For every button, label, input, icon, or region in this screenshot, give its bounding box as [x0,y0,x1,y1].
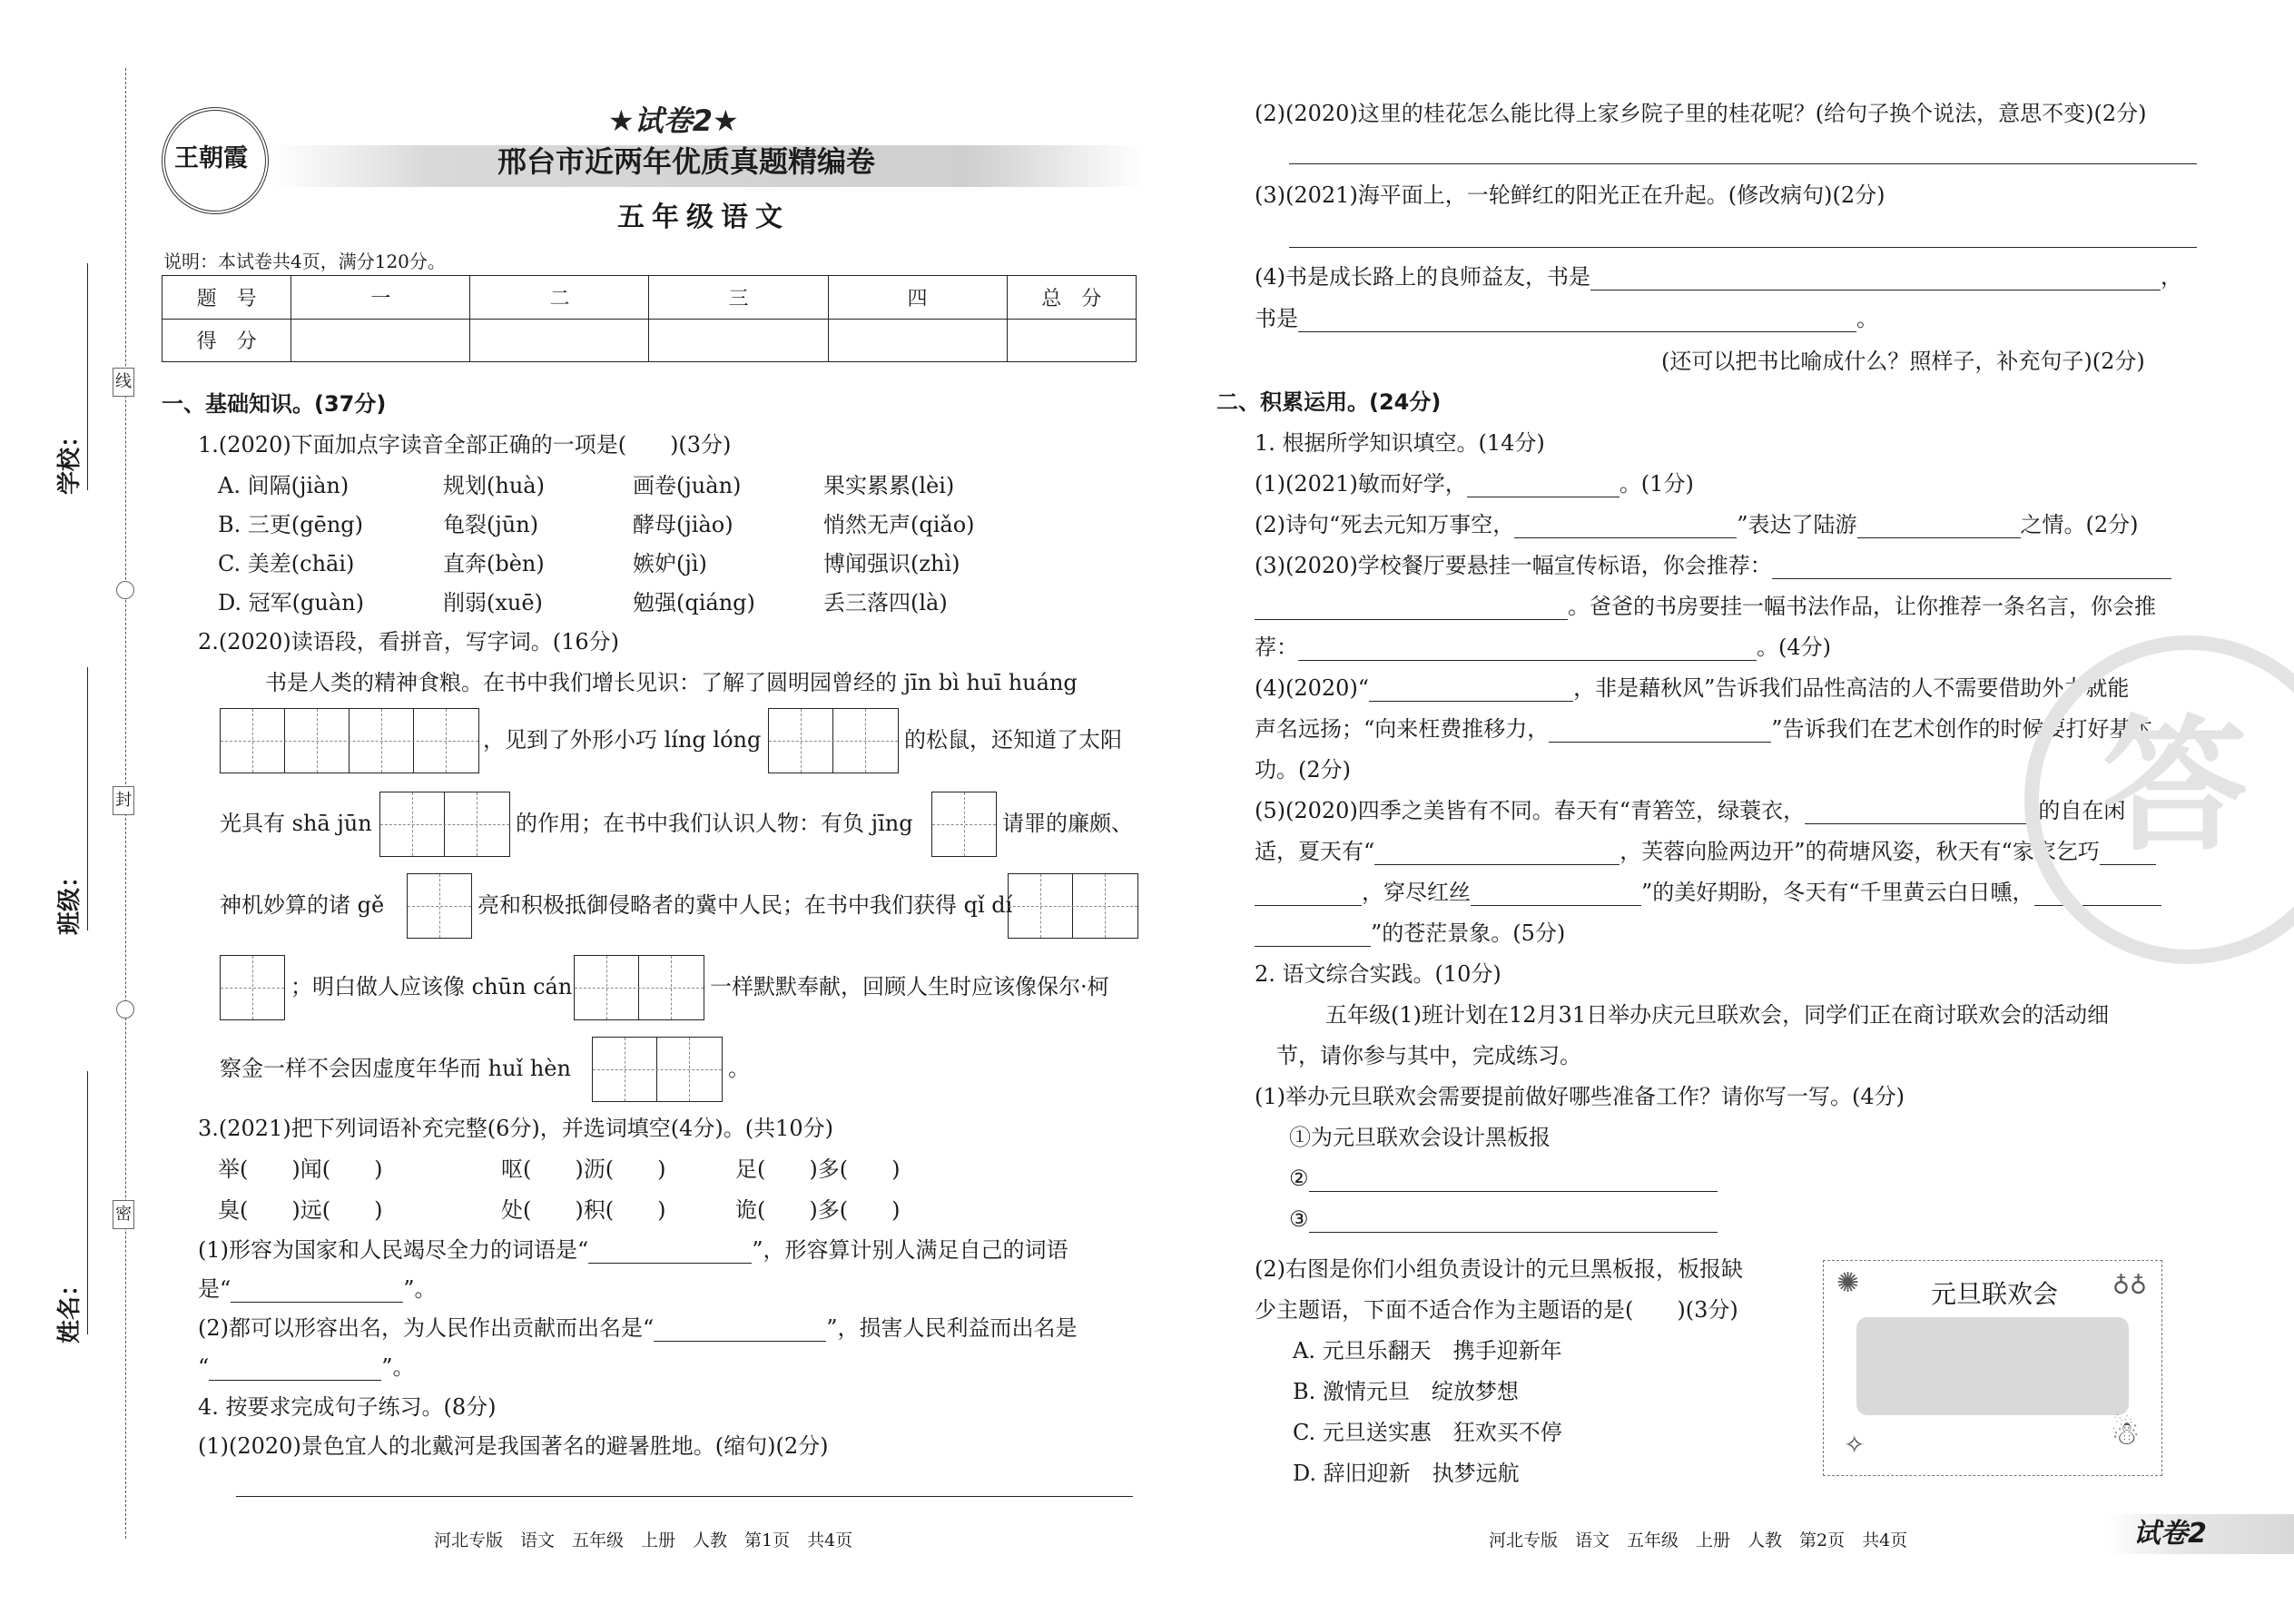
answer-blank[interactable] [1369,677,1573,702]
school-label: 学校： [56,423,84,495]
q2-paragraph-line: 一样默默奉献，回顾人生时应该像保尔·柯 [710,974,1109,999]
text: (2)都可以形容出名，为人民作出贡献而出名是“ [198,1315,655,1341]
q1-option-b-word: 悄然无声(qiǎo) [823,512,975,537]
text: ② [1289,1166,1309,1191]
page-footer-right: 河北专版 语文 五年级 上册 人教 第2页 共4页 [1489,1530,1908,1550]
answer-blank[interactable] [1255,922,1371,947]
r2-option-d[interactable]: D. 辞旧迎新 执梦远航 [1293,1461,1520,1486]
r1-sub-2 [1255,511,2139,538]
q1-option-d-word: 削弱(xuē) [443,590,543,615]
writing-grid-4[interactable] [220,708,479,773]
section-1-heading: 一、基础知识。(37分) [162,391,387,417]
q3-idiom[interactable]: 呕( )沥( ) [501,1156,666,1182]
r2-paragraph: 节，请你参与其中，完成练习。 [1276,1043,1581,1068]
class-label: 班级： [56,863,84,935]
r1-sub-3 [1255,552,2171,579]
score-header: 四 [828,276,1007,320]
writing-grid-2[interactable] [1008,873,1138,939]
r2-paragraph: 五年级(1)班计划在12月31日举办庆元旦联欢会，同学们正在商讨联欢会的活动细 [1325,1002,2110,1028]
text: (2)诗句“死去元知万事空， [1255,512,1515,537]
writing-grid-2[interactable] [768,708,899,773]
q1-option-a-word: 规划(huà) [443,473,545,498]
score-header: 二 [470,276,649,320]
q4-sub-4 [1255,263,2182,290]
q2-paragraph-line: 。 [728,1056,750,1081]
q4-sub-4-cont [1255,305,1878,332]
answer-blank[interactable] [1805,800,2027,824]
q1-option-a-word: 果实累累(lèi) [823,473,955,498]
q4-sub-3: (3)(2021)海平面上，一轮鲜红的阳光正在升起。(修改病句)(2分) [1255,182,1885,208]
q3-idiom[interactable]: 臭( )远( ) [218,1197,383,1223]
r-question-1: 1. 根据所学知识填空。(14分) [1255,430,1545,456]
q3-idiom[interactable]: 诡( )多( ) [735,1197,901,1223]
q3-sub-2 [198,1314,1078,1342]
r2-option-b[interactable]: B. 激情元旦 绽放梦想 [1293,1379,1519,1404]
r2-sub-1-item [1289,1165,1718,1192]
answer-blank[interactable] [1772,555,2171,579]
r2-option-a[interactable]: A. 元旦乐翻天 携手迎新年 [1293,1338,1562,1363]
q4-sub-1: (1)(2020)景色宜人的北戴河是我国著名的避暑胜地。(缩句)(2分) [198,1433,829,1459]
section-2-heading: 二、积累运用。(24分) [1216,389,1442,415]
name-label: 姓名： [56,1272,84,1343]
r1-sub-4-end: 功。(2分) [1255,757,1351,782]
text: ”表达了陆游 [1737,512,1857,537]
r2-sub-2: (2)右图是你们小组负责设计的元旦黑板报，板报缺 [1255,1256,1743,1282]
r1-sub-5-cont2 [1255,879,2161,906]
exam-note: 说明：本试卷共4页，满分120分。 [163,251,446,272]
text: (4)(2020)“ [1255,675,1370,701]
q1-option-d[interactable]: D. 冠军(guàn) [218,590,364,615]
logo-text: 王朝霞 [174,144,248,172]
text: ”的苍茫景象。(5分) [1371,920,1566,946]
answer-blank[interactable] [1374,841,1620,865]
q4-sub-2: (2)(2020)这里的桂花怎么能比得上家乡院子里的桂花呢？(给句子换个说法，意思不变)(2分) [1255,101,2147,126]
q3-idiom[interactable]: 足( )多( ) [735,1156,901,1182]
binding-mark-line: 线 [113,368,134,397]
r1-sub-5 [1255,797,2125,824]
q3-sub-1-cont [198,1275,437,1303]
score-header: 题 号 [162,276,291,320]
q3-sub-1 [198,1236,1068,1264]
q1-option-a-word: 画卷(juàn) [633,473,742,498]
q2-paragraph-line: 神机妙算的诸 gě [220,892,385,918]
score-header: 三 [649,276,828,320]
text: 之情。(2分) [2020,512,2139,537]
text: 书是 [1255,306,1298,331]
snowman-icon: ☃ [2111,1415,2141,1452]
r1-sub-4 [1255,674,2129,702]
q3-idiom[interactable]: 处( )积( ) [501,1197,666,1223]
writing-grid-2[interactable] [574,955,704,1020]
text: ③ [1289,1206,1309,1232]
answer-blank[interactable] [231,1278,403,1303]
r2-sub-1-item [1289,1206,1718,1233]
blackboard-title: 元旦联欢会 [1931,1279,2059,1309]
text: 是“ [198,1276,231,1302]
score-cell[interactable] [649,319,828,362]
binding-mark-secret: 密 [113,1200,134,1229]
text: (5)(2020)四季之美皆有不同。春天有“青箬笠，绿蓑衣， [1255,798,1806,823]
score-cell[interactable] [470,319,649,362]
r2-sub-2-cont: 少主题语，下面不适合作为主题语的是( )(3分) [1255,1297,1738,1323]
q1-option-a[interactable]: A. 间隔(jiàn) [218,473,350,498]
writing-grid-1[interactable] [220,955,285,1020]
blackboard-blank-area [1856,1317,2129,1415]
q2-paragraph-line: 光具有 shā jūn [220,811,372,836]
blackboard-illustration [1823,1260,2162,1476]
score-cell[interactable] [1007,319,1136,362]
q3-sub-2-cont [198,1353,415,1381]
r-question-2: 2. 语文综合实践。(10分) [1255,961,1501,987]
name-line [87,1071,88,1334]
r2-sub-1: (1)举办元旦联欢会需要提前做好哪些准备工作？请你写一写。(4分) [1255,1084,1905,1109]
score-row-label: 得 分 [162,319,291,362]
r1-sub-1 [1255,470,1694,497]
q1-option-c-word: 博闻强识(zhì) [823,551,960,576]
text: ”，损害人民利益而出名是 [826,1315,1078,1341]
answer-blank[interactable] [588,1239,752,1264]
answer-blank[interactable] [654,1317,826,1342]
text: ”。 [403,1276,437,1302]
logo-seal [162,107,269,214]
text: 。爸爸的书房要挂一幅书法作品，让你推荐一条名言，你会推 [1568,594,2156,619]
q2-paragraph-line: 请罪的廉颇、 [1002,811,1133,836]
answer-line[interactable] [236,1496,1133,1497]
answer-blank[interactable] [1471,881,1641,906]
school-line [87,263,88,490]
writing-grid-2[interactable] [592,1037,723,1102]
text: 。(1分) [1619,471,1694,497]
answer-blank[interactable] [1467,473,1620,497]
writing-grid-1[interactable] [931,792,997,857]
text: 声名远扬；“向来枉费推移力， [1255,716,1550,742]
lantern-icon: ♁♁ [2112,1270,2148,1297]
answer-blank[interactable] [1514,514,1737,538]
answer-blank[interactable] [209,1356,381,1381]
q1-option-d-word: 勉强(qiáng) [633,590,755,615]
text: 。 [1856,306,1878,331]
text: ”，形容算计别人满足自己的词语 [752,1237,1068,1263]
score-table [162,275,1137,362]
paper-number: ★试卷2★ [608,103,739,138]
text: ”告诉我们在艺术创作的时候要打好基本 [1771,716,2153,742]
text: (4)书是成长路上的良师益友，书是 [1255,264,1590,290]
binding-mark-seal: 封 [113,786,134,815]
question-1: 1.(2020)下面加点字读音全部正确的一项是( )(3分) [198,432,732,458]
score-header: 总 分 [1007,276,1136,320]
answer-blank[interactable] [1298,636,1757,661]
r1-sub-4-cont [1255,715,2153,743]
q4-sub-4-hint: (还可以把书比喻成什么？照样子，补充句子)(2分) [1661,349,2145,374]
q1-option-b[interactable]: B. 三更(gēng) [218,512,364,537]
writing-grid-2[interactable] [379,792,510,857]
q3-idiom[interactable]: 举( )闻( ) [218,1156,383,1182]
text: 。(4分) [1757,635,1831,660]
q1-option-c[interactable]: C. 美差(chāi) [218,551,355,576]
text: (1)形容为国家和人民竭尽全力的词语是“ [198,1237,589,1263]
q1-option-c-word: 直奔(bèn) [443,551,545,576]
r1-sub-5-end [1255,920,1565,947]
q2-paragraph-line: 亮和积极抵御侵略者的冀中人民；在书中我们获得 qǐ dí [478,892,1013,918]
text: (3)(2020)学校餐厅要悬挂一幅宣传标语，你会推荐： [1255,553,1772,578]
r2-option-c[interactable]: C. 元旦送实惠 狂欢买不停 [1293,1420,1562,1445]
answer-blank[interactable] [1309,1208,1718,1233]
answer-blank[interactable] [1298,308,1856,332]
score-cell[interactable] [291,319,470,362]
text: ”的自在闲 [2027,798,2126,823]
text: ， [2161,264,2182,290]
answer-blank[interactable] [1309,1167,1718,1192]
text: 荐： [1255,635,1298,660]
page-title: 邢台市近两年优质真题精编卷 [497,144,876,179]
q2-paragraph-line: ；明白做人应该像 chūn cán [290,974,573,999]
r2-sub-1-item: ①为元旦联欢会设计黑板报 [1289,1125,1551,1150]
q1-option-d-word: 丢三落四(là) [823,590,948,615]
answer-blank[interactable] [1590,266,2161,290]
q2-paragraph-line: 察金一样不会因虚度年华而 huǐ hèn [220,1056,571,1081]
answer-blank[interactable] [1549,718,1771,743]
r1-sub-3-cont [1255,593,2156,620]
answer-blank[interactable] [1255,595,1568,620]
q1-option-b-word: 龟裂(jūn) [443,512,539,537]
stamp-text: 答 [2102,701,2249,871]
binding-circle-icon [116,1000,134,1019]
text: ，非是藉秋风”告诉我们品性高洁的人不需要借助外力就能 [1573,675,2130,701]
answer-line[interactable] [1289,247,2197,248]
q2-paragraph-line: 的作用；在书中我们认识人物：有负 jīng [516,811,913,836]
text: ，芙蓉向脸两边开”的荷塘风姿，秋天有“家家乞巧 [1620,839,2100,864]
question-4: 4. 按要求完成句子练习。(8分) [198,1394,497,1420]
r1-sub-3-cont2 [1255,634,1831,661]
answer-line[interactable] [1289,163,2197,164]
r1-sub-5-cont [1255,838,2156,865]
q2-paragraph-line: ，见到了外形小巧 líng lóng [483,727,762,753]
corner-paper-label: 试卷2 [2133,1518,2207,1550]
text: (1)(2021)敏而好学， [1255,471,1467,497]
text: 适，夏天有“ [1255,839,1375,864]
answer-blank[interactable] [1255,881,1362,906]
text: “ [198,1354,210,1380]
text: ，穿尽红丝 [1362,880,1471,905]
confetti-icon: ✧ [1844,1430,1866,1460]
question-3: 3.(2021)把下列词语补充完整(6分)，并选词填空(4分)。(共10分) [198,1116,833,1141]
score-header: 一 [291,276,470,320]
score-cell[interactable] [828,319,1007,362]
subject-title: 五年级语文 [617,202,790,233]
page-footer-left: 河北专版 语文 五年级 上册 人教 第1页 共4页 [434,1530,853,1550]
q1-option-b-word: 酵母(jiào) [633,512,733,537]
writing-grid-1[interactable] [407,873,472,939]
firework-icon: ✺ [1836,1267,1860,1299]
answer-blank[interactable] [1857,514,2021,538]
class-line [87,667,88,930]
question-2: 2.(2020)读语段，看拼音，写字词。(16分) [198,629,619,655]
q2-paragraph-line: 的松鼠，还知道了太阳 [904,727,1122,753]
q2-paragraph-line: 书是人类的精神食粮。在书中我们增长见识：了解了圆明园曾经的 jīn bì huī huáng [265,670,1078,695]
q1-option-c-word: 嫉妒(jì) [633,551,707,576]
text: ”的美好期盼，冬天有“千里黄云白日曛， [1641,880,2034,905]
text: ”。 [381,1354,415,1380]
binding-circle-icon [116,581,134,599]
